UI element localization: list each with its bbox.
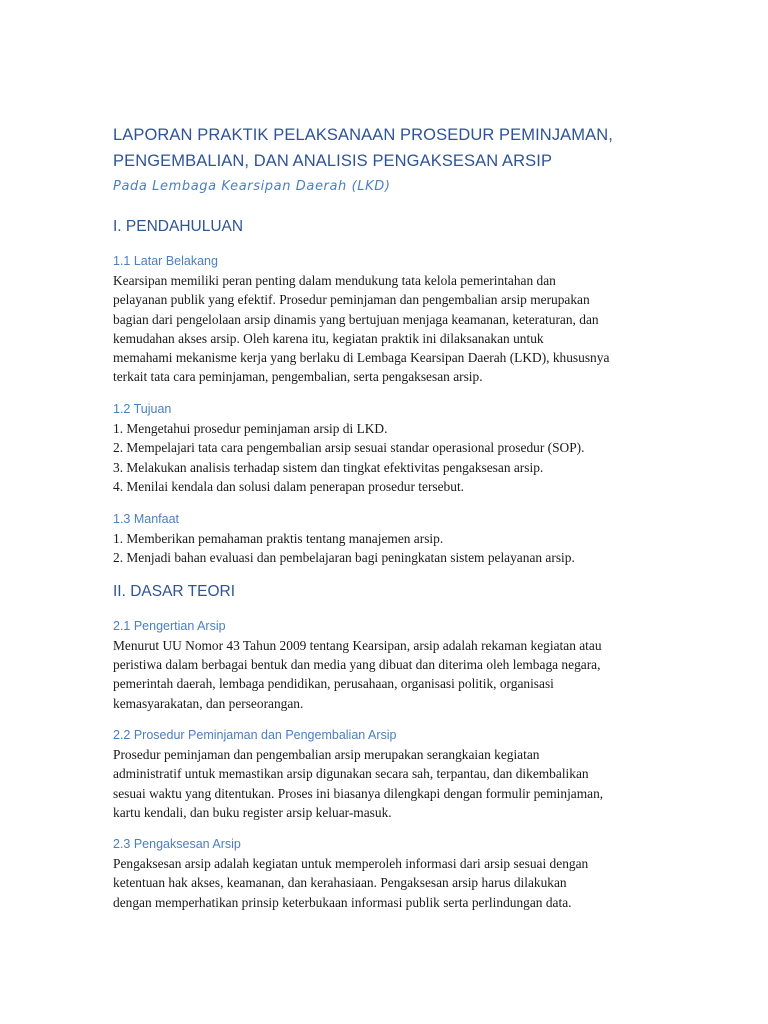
text-line: kemudahan akses arsip. Oleh karena itu, kegiatan praktik ini dilaksanakan untuk <box>113 330 544 346</box>
text-line: dengan memperhatikan prinsip keterbukaan informasi publik serta perlindungan data. <box>113 894 572 910</box>
text-line: sesuai waktu yang ditentukan. Proses ini biasanya dilengkapi dengan formulir peminjaman, <box>113 785 604 801</box>
list-item: 2. Menjadi bahan evaluasi dan pembelajaran bagi peningkatan sistem pelayanan arsip. <box>113 550 575 566</box>
document-subtitle: Pada Lembaga Kearsipan Daerah (LKD) <box>113 179 391 194</box>
section-heading-dasar-teori: II. DASAR TEORI <box>113 582 236 600</box>
subsection-heading-pengertian-arsip: 2.1 Pengertian Arsip <box>113 618 226 633</box>
text-line: ketentuan hak akses, keamanan, dan kerahasiaan. Pengaksesan arsip harus dilakukan <box>113 875 567 891</box>
subsection-heading-manfaat: 1.3 Manfaat <box>113 511 180 526</box>
subsection-heading-tujuan: 1.2 Tujuan <box>113 401 172 416</box>
paragraph-prosedur <box>113 745 658 822</box>
text-line: pemerintah daerah, lembaga pendidikan, perusahaan, organisasi politik, organisasi <box>113 676 554 692</box>
text-line: peristiwa dalam berbagai bentuk dan media yang dibuat dan diterima oleh lembaga negara, <box>113 657 601 673</box>
document-title-line-2: PENGEMBALIAN, DAN ANALISIS PENGAKSESAN ARSIP <box>113 152 553 170</box>
paragraph-pengertian-arsip <box>113 636 658 713</box>
list-item: 1. Mengetahui prosedur peminjaman arsip di LKD. <box>113 420 388 436</box>
text-line: Kearsipan memiliki peran penting dalam mendukung tata kelola pemerintahan dan <box>113 273 556 288</box>
text-line: terkait tata cara peminjaman, pengembalian, serta pengaksesan arsip. <box>113 369 483 385</box>
section-heading-pendahuluan: I. PENDAHULUAN <box>113 218 244 235</box>
text-line: Menurut UU Nomor 43 Tahun 2009 tentang Kearsipan, arsip adalah rekaman kegiatan atau <box>113 637 602 653</box>
list-item: 4. Menilai kendala dan solusi dalam penerapan prosedur tersebut. <box>113 479 465 495</box>
document-title <box>113 122 658 174</box>
document-title-line-1: LAPORAN PRAKTIK PELAKSANAAN PROSEDUR PEMINJAMAN, <box>113 126 613 144</box>
list-item: 3. Melakukan analisis terhadap sistem dan tingkat efektivitas pengaksesan arsip. <box>113 459 544 475</box>
text-line: memahami mekanisme kerja yang berlaku di Lembaga Kearsipan Daerah (LKD), khususnya <box>113 350 610 366</box>
subsection-heading-latar-belakang: 1.1 Latar Belakang <box>113 254 218 268</box>
list-item: 1. Memberikan pemahaman praktis tentang manajemen arsip. <box>113 530 444 546</box>
text-line: Pengaksesan arsip adalah kegiatan untuk memperoleh informasi dari arsip sesuai dengan <box>113 856 589 872</box>
text-line: kartu kendali, dan buku register arsip keluar-masuk. <box>113 804 392 820</box>
list-tujuan <box>113 419 658 497</box>
text-line: Prosedur peminjaman dan pengembalian arsip merupakan serangkaian kegiatan <box>113 746 540 762</box>
text-line: bagian dari pengelolaan arsip dinamis yang bertujuan menjaga keamanan, keteraturan, dan <box>113 311 599 327</box>
text-line: kemasyarakatan, dan perseorangan. <box>113 695 304 711</box>
subsection-heading-prosedur: 2.2 Prosedur Peminjaman dan Pengembalian Arsip <box>113 727 397 742</box>
text-line: administratif untuk memastikan arsip digunakan secara sah, terpantau, dan dikembalikan <box>113 766 589 782</box>
subsection-heading-pengaksesan: 2.3 Pengaksesan Arsip <box>113 837 241 852</box>
paragraph-latar-belakang <box>113 271 658 387</box>
document-page <box>113 122 658 912</box>
paragraph-pengaksesan <box>113 854 658 912</box>
list-manfaat <box>113 529 658 568</box>
list-item: 2. Mempelajari tata cara pengembalian arsip sesuai standar operasional prosedur (SOP). <box>113 440 585 456</box>
text-line: pelayanan publik yang efektif. Prosedur peminjaman dan pengembalian arsip merupakan <box>113 292 590 308</box>
